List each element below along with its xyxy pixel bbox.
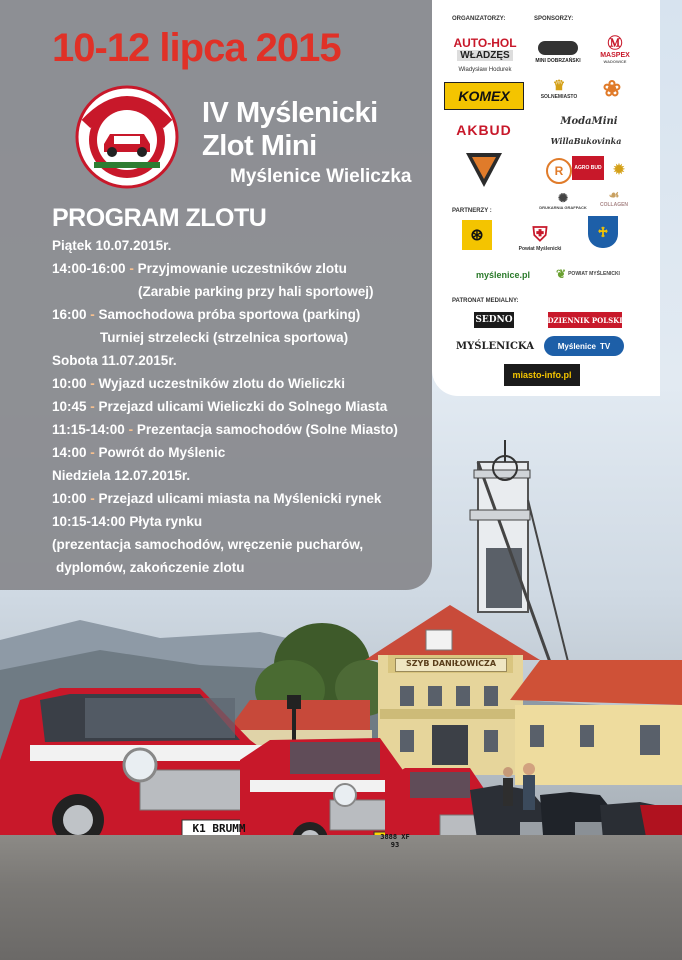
program-separator: -	[86, 445, 99, 460]
program-time: 16:00	[52, 307, 87, 322]
tv-icon: TV	[600, 341, 611, 351]
program-text: Przejazd ulicami Wieliczki do Solnego Miasta	[98, 399, 388, 414]
powiat-crest-logo	[520, 218, 560, 258]
cities: Myślenice Wieliczka	[230, 166, 412, 187]
rally-badge-logo	[74, 84, 180, 190]
miasto-info-name: miasto-info.pl	[512, 370, 572, 380]
media-label: PATRONAT MEDIALNY:	[452, 298, 519, 304]
program-text: Prezentacja samochodów (Solne Miasto)	[136, 422, 398, 437]
program-separator: -	[125, 261, 138, 276]
title-line-1: IV Myślenicki	[202, 97, 378, 129]
cupcake-icon: ❀	[602, 76, 622, 101]
license-plate-2: 3888 XF 93	[380, 833, 410, 849]
program-line	[52, 537, 363, 552]
mini-dobrzanski-name: MINI DOBRZAŃSKI	[535, 57, 581, 64]
program-text: Turniej strzelecki (strzelnica sportowa)	[100, 330, 349, 345]
collagen-logo	[594, 186, 634, 210]
sedno-logo	[474, 312, 514, 328]
program-line	[52, 399, 387, 414]
program-separator: -	[86, 376, 99, 391]
komex-logo	[444, 82, 524, 110]
mini-wings-icon	[538, 41, 578, 55]
powiat2-name: POWIAT MYŚLENICKI	[568, 271, 620, 277]
solne-miasto-name: SOLNEMIASTO	[540, 93, 578, 100]
siol-logo	[606, 158, 632, 180]
program-time: Piątek 10.07.2015r.	[52, 238, 172, 253]
maspex-icon: Ⓜ	[607, 35, 623, 52]
gazeta-logo	[454, 336, 536, 356]
program-time: 10:00	[52, 491, 87, 506]
program-text: dyplomów, zakończenie zlotu	[56, 560, 245, 575]
program-time: 10:00	[52, 376, 87, 391]
gazeta-name: MYŚLENICKA	[456, 340, 534, 352]
komex-name: KOMEX	[458, 88, 510, 104]
program-separator: -	[86, 399, 99, 414]
miasto-info-logo	[504, 364, 580, 386]
autohol-person: Władysław Hodurek	[458, 67, 512, 73]
sedno-name: SEDNO	[475, 315, 513, 325]
title-line-2: Zlot Mini	[202, 130, 317, 162]
powiat-name: Powiat Myślenicki	[518, 246, 562, 252]
program-time: Niedziela 12.07.2015r.	[52, 468, 191, 483]
license-plate-1: K1 BRUMM	[192, 822, 246, 835]
program-text: Samochodowa próba sportowa (parking)	[98, 307, 361, 322]
program-text: (prezentacja samochodów, wręczenie pucharów,	[52, 537, 364, 552]
program-line	[52, 422, 398, 437]
akbud-name: AKBUD	[456, 122, 512, 138]
program-time: 14:00	[52, 445, 87, 460]
mini-dobrzanski-logo	[530, 32, 586, 72]
shield-crest-icon: ⛨	[532, 224, 548, 246]
program-line	[52, 261, 347, 276]
modamini-logo	[546, 110, 632, 132]
program-time: 11:15-14:00	[52, 422, 125, 437]
maspex-sub: WADOWICE	[603, 59, 627, 64]
cobblestone-ground	[0, 835, 682, 960]
dziennik-name: DZIENNIK POLSKI	[547, 315, 623, 325]
triangle-badge-icon	[464, 151, 504, 189]
swirl-icon: ✺	[557, 190, 569, 205]
program-line	[138, 284, 374, 299]
sponsors-label: SPONSORZY:	[534, 16, 574, 22]
program-text: Wyjazd uczestników zlotu do Wieliczki	[98, 376, 345, 391]
willa-name: WillaBukovinka	[550, 136, 622, 146]
building-sign: SZYB DANIŁOWICZA	[395, 658, 507, 672]
cross-icon: ♱	[597, 223, 609, 240]
event-date: 10-12 lipca 2015	[52, 26, 341, 70]
r-sponsor-logo	[546, 158, 572, 184]
drukarnia-name: DRUKARNIA GRAFPACK	[539, 204, 587, 210]
collagen-name: COLLAGEN	[599, 202, 629, 208]
program-line	[52, 468, 190, 483]
leaf-icon: ❦	[556, 267, 567, 281]
akbud-logo	[444, 118, 524, 142]
partners-label: PARTNERZY :	[452, 208, 492, 214]
drukarnia-logo	[540, 186, 586, 214]
agro-bud-name: AGRO BUD	[574, 165, 602, 171]
maspex-name: MASPEX	[600, 52, 630, 59]
myslenice-pl-name: myślenice.pl	[475, 270, 531, 280]
program-text: Przyjmowanie uczestników zlotu	[137, 261, 347, 276]
siol-icon: ✹	[613, 160, 625, 177]
program-text: Przejazd ulicami miasta na Myślenicki rynek	[98, 491, 382, 506]
program-separator: -	[86, 491, 99, 506]
wheel-icon: ⊛	[470, 227, 484, 244]
program-title: PROGRAM ZLOTU	[52, 204, 267, 232]
program-text: Płyta rynku	[129, 514, 203, 529]
maspex-logo	[590, 32, 640, 68]
agro-bud-logo	[572, 156, 604, 180]
program-line	[100, 330, 348, 345]
program-line	[52, 307, 360, 322]
modamini-name: ModaMini	[560, 115, 618, 127]
organizers-label: ORGANIZATORZY:	[452, 16, 506, 22]
solne-miasto-logo	[534, 68, 584, 108]
program-time: 10:45	[52, 399, 87, 414]
program-text: (Zarabie parking przy hali sportowej)	[138, 284, 374, 299]
crown-icon: ♛	[552, 76, 566, 93]
myslenice-tv-logo	[544, 336, 624, 356]
program-line	[52, 491, 381, 506]
program-line	[52, 238, 171, 253]
dziennik-logo	[548, 312, 622, 328]
myslenice-tv-name: Myślenice	[557, 341, 596, 351]
program-line	[52, 353, 177, 368]
powiat2-logo	[546, 262, 630, 286]
r-letter-icon: R	[554, 164, 564, 178]
program-time: 10:15-14:00	[52, 514, 126, 529]
program-line	[56, 560, 245, 575]
program-line	[52, 376, 345, 391]
cake-sponsor-logo	[590, 72, 634, 106]
autohol-name: AUTO-HOL	[453, 36, 517, 50]
wieliczka-crest-logo	[588, 216, 618, 248]
willa-logo	[548, 134, 624, 148]
program-line	[52, 445, 225, 460]
myslenice-pl-logo	[470, 262, 536, 288]
program-separator: -	[124, 422, 137, 437]
autohol-sub: WŁADZĘS	[457, 50, 512, 61]
club-logo	[462, 220, 492, 250]
program-time: Sobota 11.07.2015r.	[52, 353, 177, 368]
program-text: Powrót do Myślenic	[98, 445, 226, 460]
program-time: 14:00-16:00	[52, 261, 126, 276]
program-line	[52, 514, 202, 529]
autohol-logo	[446, 34, 524, 64]
tool-sponsor-logo	[462, 150, 506, 190]
collagen-icon: ☙	[608, 188, 620, 202]
program-separator: -	[86, 307, 99, 322]
